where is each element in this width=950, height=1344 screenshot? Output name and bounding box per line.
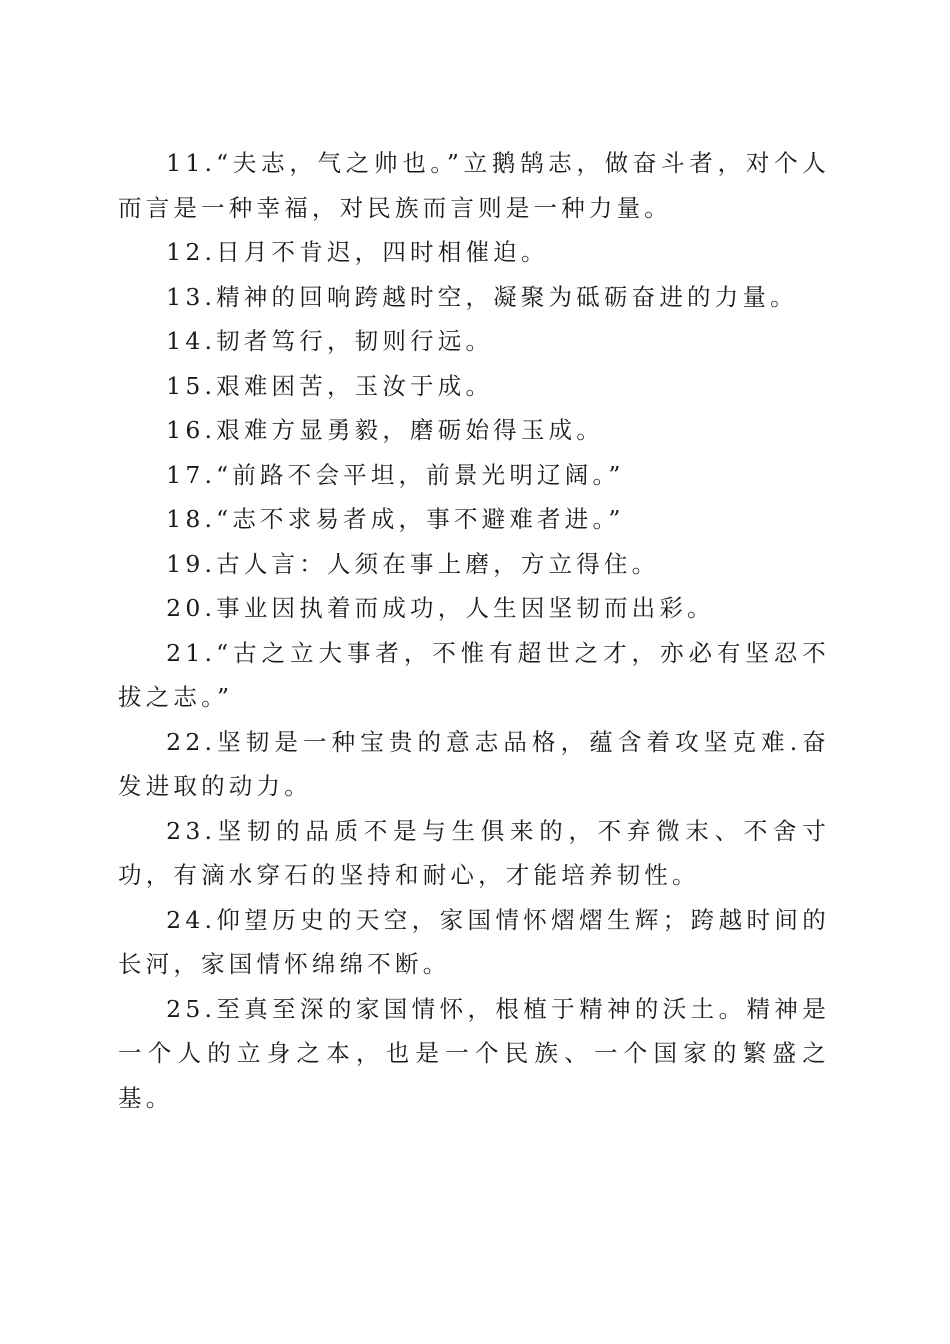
paragraph-19: 19.古人言：人须在事上磨，方立得住。 bbox=[166, 549, 660, 578]
paragraph-21: 21.“古之立大事者，不惟有超世之才，亦必有坚忍不拔之志。” bbox=[118, 638, 830, 711]
paragraph-20: 20.事业因执着而成功，人生因坚韧而出彩。 bbox=[166, 594, 715, 622]
document-page bbox=[118, 141, 830, 1120]
paragraph-16: 16.艰难方显勇毅，磨砺始得玉成。 bbox=[166, 416, 604, 444]
paragraph-25: 25.至真至深的家国情怀，根植于精神的沃土。精神是一个人的立身之本，也是一个民族、一个国家的繁盛之基。 bbox=[118, 994, 830, 1112]
paragraph-23: 23.坚韧的品质不是与生俱来的，不弃微末、不舍寸功，有滴水穿石的坚持和耐心，才能培养韧性。 bbox=[118, 816, 830, 889]
paragraph-22: 22.坚韧是一种宝贵的意志品格，蕴含着攻坚克难.奋发进取的动力。 bbox=[118, 727, 830, 800]
paragraph-24: 24.仰望历史的天空，家国情怀熠熠生辉；跨越时间的长河，家国情怀绵绵不断。 bbox=[118, 905, 830, 978]
paragraph-17: 17.“前路不会平坦，前景光明辽阔。” bbox=[166, 460, 625, 489]
paragraph-13: 13.精神的回响跨越时空，凝聚为砥砺奋进的力量。 bbox=[166, 282, 798, 311]
paragraph-18: 18.“志不求易者成，事不避难者进。” bbox=[166, 505, 625, 533]
paragraph-15: 15.艰难困苦，玉汝于成。 bbox=[166, 371, 494, 400]
paragraph-11: 11.“夫志，气之帅也。”立鹅鹄志，做奋斗者，对个人而言是一种幸福，对民族而言则是一种力量。 bbox=[118, 149, 830, 222]
paragraph-12: 12.日月不肯迟，四时相催迫。 bbox=[166, 238, 549, 266]
paragraph-14: 14.韧者笃行，韧则行远。 bbox=[166, 327, 494, 355]
